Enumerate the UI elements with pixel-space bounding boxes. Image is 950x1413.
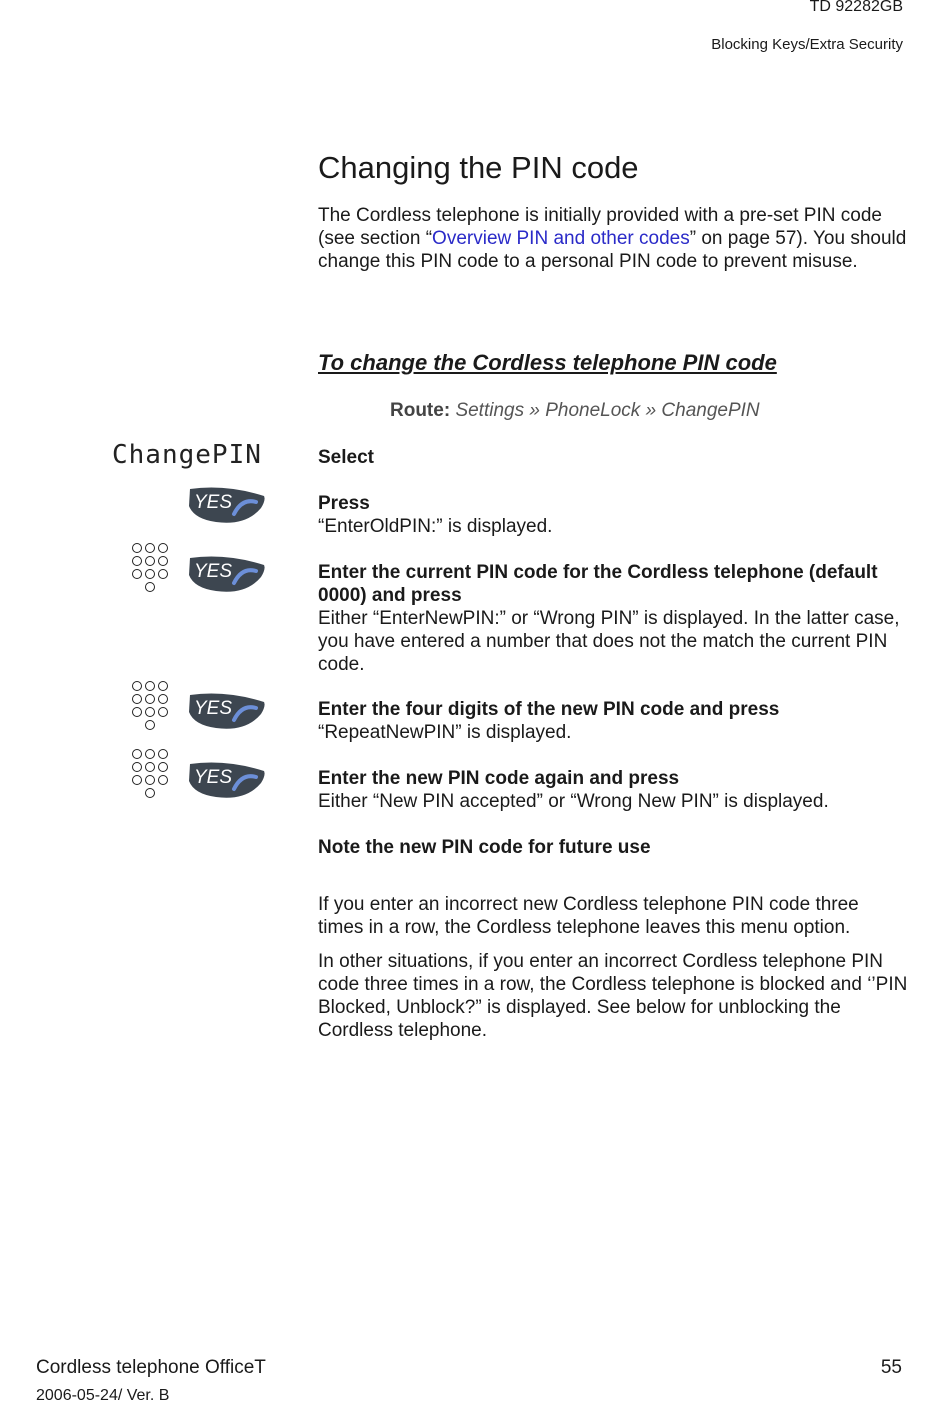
procedure-subtitle: To change the Cordless telephone PIN code bbox=[318, 350, 777, 375]
keypad-icon bbox=[131, 542, 173, 594]
yes-key-icon bbox=[186, 692, 266, 730]
note-paragraph: In other situations, if you enter an incorrect Cordless telephone PIN code three times in a row, the Cordless telephone is blocked and ‘’PIN Blocked, Unblock?” is displayed. See below for unblocking the Cordless telephone. bbox=[318, 951, 908, 1041]
step-description: Either “New PIN accepted” or “Wrong New PIN” is displayed. bbox=[318, 791, 829, 812]
yes-label: YES bbox=[194, 561, 233, 582]
step-enter-current-pin bbox=[318, 561, 908, 676]
intro-paragraph bbox=[318, 204, 908, 273]
intro-text-1: The Cordless telephone is initially provided with a pre-set PIN code (see section “ bbox=[318, 205, 882, 249]
intro-text-2: ” on page 57). You should change this PIN code to a personal PIN code to prevent misuse. bbox=[318, 228, 907, 272]
overview-pin-link[interactable]: Overview PIN and other codes bbox=[432, 228, 690, 249]
note-paragraph: If you enter an incorrect new Cordless telephone PIN code three times in a row, the Cordless telephone leaves this menu option. bbox=[318, 894, 859, 938]
footer-date-version: 2006-05-24/ Ver. B bbox=[36, 1387, 170, 1404]
page-title: Changing the PIN code bbox=[318, 150, 639, 185]
step-description: Either “EnterNewPIN:” or “Wrong PIN” is displayed. In the latter case, you have entered a number that does not the match the current PIN code. bbox=[318, 608, 900, 675]
step-title: Enter the four digits of the new PIN code and press bbox=[318, 699, 780, 720]
step-title: Enter the new PIN code again and press bbox=[318, 768, 680, 789]
route-path: Settings » PhoneLock » ChangePIN bbox=[455, 400, 760, 421]
footer-product: Cordless telephone OfficeT bbox=[36, 1357, 266, 1378]
yes-key-icon bbox=[186, 486, 266, 524]
step-title: Enter the current PIN code for the Cordless telephone (default 0000) and press bbox=[318, 562, 878, 606]
step-title: Press bbox=[318, 493, 370, 514]
yes-label: YES bbox=[194, 492, 233, 513]
step-description: “EnterOldPIN:” is displayed. bbox=[318, 516, 553, 537]
section-header: Blocking Keys/Extra Security bbox=[711, 36, 903, 53]
yes-key-icon bbox=[186, 555, 266, 593]
step-select bbox=[318, 446, 908, 469]
step-repeat-new-pin bbox=[318, 767, 908, 813]
yes-label: YES bbox=[194, 767, 233, 788]
yes-key-icon bbox=[186, 761, 266, 799]
route-label: Route: bbox=[390, 400, 451, 421]
step-description: “RepeatNewPIN” is displayed. bbox=[318, 722, 572, 743]
step-title: Note the new PIN code for future use bbox=[318, 837, 651, 858]
step-title: Select bbox=[318, 447, 374, 468]
step-enter-new-pin bbox=[318, 698, 908, 744]
document-id: TD 92282GB bbox=[809, 0, 903, 15]
step-press bbox=[318, 492, 908, 538]
page-number: 55 bbox=[880, 1357, 902, 1378]
keypad-icon bbox=[131, 748, 173, 800]
keypad-icon bbox=[131, 680, 173, 732]
step-note-pin bbox=[318, 836, 908, 859]
menu-route bbox=[390, 400, 760, 422]
lcd-display-icon: ChangePIN bbox=[112, 440, 262, 470]
yes-label: YES bbox=[194, 698, 233, 719]
